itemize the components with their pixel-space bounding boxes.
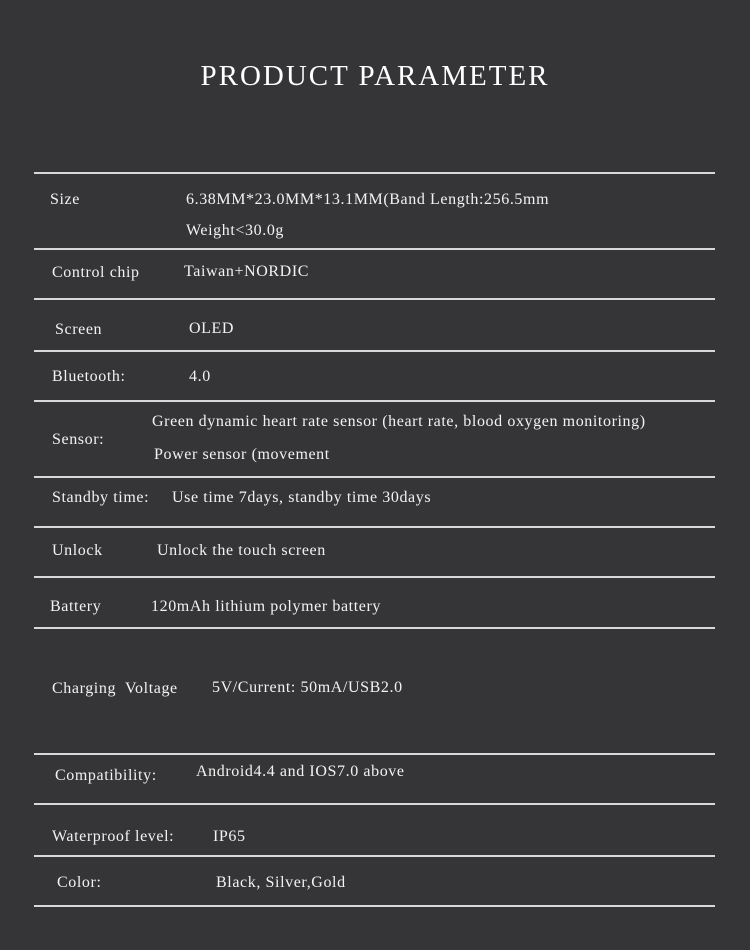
charging-voltage-label: Charging Voltage: [52, 680, 178, 697]
color-label: Color:: [57, 874, 102, 891]
size-value: 6.38MM*23.0MM*13.1MM(Band Length:256.5mm: [186, 191, 550, 208]
compatibility-label: Compatibility:: [55, 767, 157, 784]
sensor-value-line2: Power sensor (movement: [154, 446, 330, 463]
unlock-label: Unlock: [52, 542, 103, 559]
screen-value: OLED: [189, 320, 235, 337]
weight-value: Weight<30.0g: [186, 222, 285, 239]
color-value: Black, Silver,Gold: [216, 874, 346, 891]
screen-label: Screen: [55, 321, 103, 338]
divider: [34, 753, 715, 755]
divider: [34, 905, 715, 907]
battery-label: Battery: [50, 598, 102, 615]
page-title: PRODUCT PARAMETER: [200, 60, 550, 92]
divider: [34, 172, 715, 174]
divider: [34, 248, 715, 250]
divider: [34, 803, 715, 805]
size-label: Size: [50, 191, 80, 208]
divider: [34, 576, 715, 578]
battery-value: 120mAh lithium polymer battery: [151, 598, 381, 615]
control-chip-label: Control chip: [52, 264, 140, 281]
bluetooth-value: 4.0: [189, 368, 211, 385]
divider: [34, 855, 715, 857]
divider: [34, 526, 715, 528]
unlock-value: Unlock the touch screen: [157, 542, 326, 559]
divider: [34, 350, 715, 352]
waterproof-level-label: Waterproof level:: [52, 828, 175, 845]
waterproof-level-value: IP65: [213, 828, 246, 845]
control-chip-value: Taiwan+NORDIC: [184, 263, 310, 280]
divider: [34, 400, 715, 402]
sensor-label: Sensor:: [52, 431, 105, 448]
divider: [34, 298, 715, 300]
divider: [34, 476, 715, 478]
standby-time-value: Use time 7days, standby time 30days: [172, 489, 432, 506]
bluetooth-label: Bluetooth:: [52, 368, 126, 385]
divider: [34, 627, 715, 629]
sensor-value-line1: Green dynamic heart rate sensor (heart rate, blood oxygen monitoring): [152, 413, 646, 430]
standby-time-label: Standby time:: [52, 489, 150, 506]
compatibility-value: Android4.4 and IOS7.0 above: [196, 763, 405, 780]
charging-voltage-value: 5V/Current: 50mA/USB2.0: [212, 679, 403, 696]
